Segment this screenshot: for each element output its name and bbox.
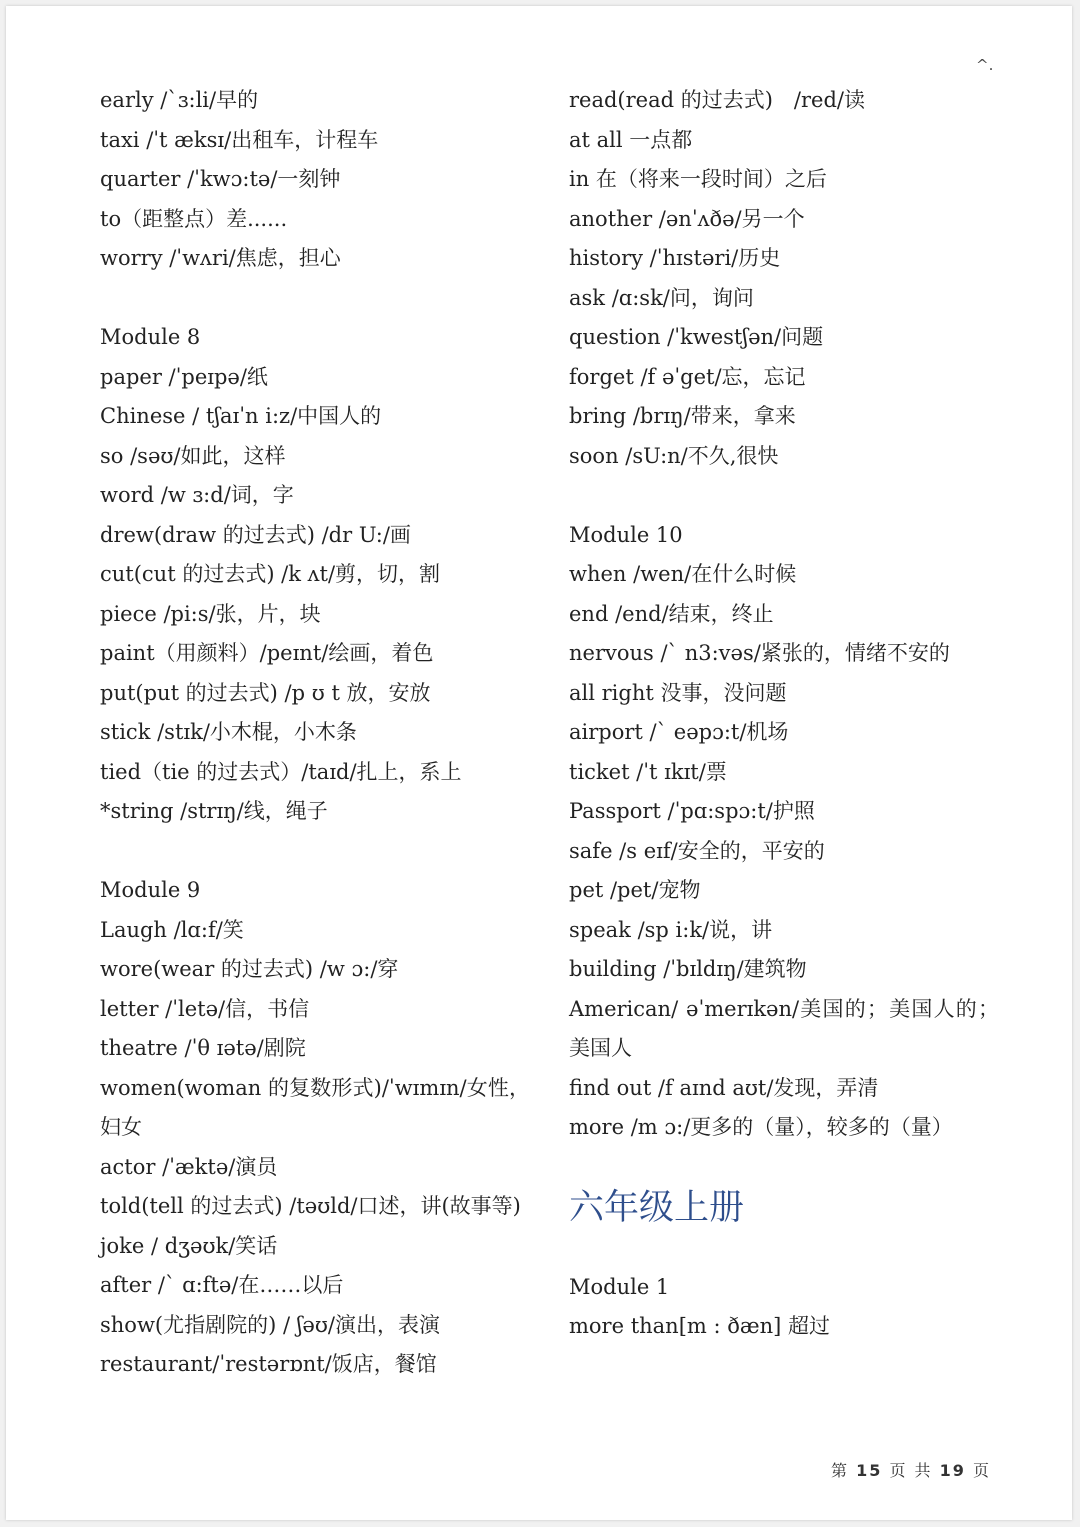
page-footer <box>831 1458 991 1481</box>
blank-line <box>100 279 530 319</box>
vocab-entry: worry /ˈwʌri/焦虑，担心 <box>100 246 341 270</box>
vocab-entry: cut(cut 的过去式) /k ʌt/剪，切，割 <box>100 562 441 586</box>
vocab-entry: tied（tie 的过去式）/taɪd/扎上，系上 <box>100 759 462 784</box>
vocab-entry: bring /brɪŋ/带来，拿来 <box>569 404 796 428</box>
vocab-entry: piece /pi:s/张，片，块 <box>100 601 321 626</box>
vocab-entry: safe /s eɪf/安全的，平安的 <box>569 838 825 863</box>
vocab-entry: another /ənˈʌðə/另一个 <box>569 206 805 231</box>
vocab-entry: so /səʊ/如此，这样 <box>100 443 286 468</box>
vocab-entry: Laugh /lɑ:f/笑 <box>100 917 244 942</box>
vocab-entry: joke / dʒəʊk/笑话 <box>100 1233 278 1258</box>
vocab-entry: paper /ˈpeɪpə/纸 <box>100 364 268 389</box>
module-title: Module 1 <box>569 1274 670 1299</box>
vocab-entry: more than[m : ðæn] 超过 <box>569 1314 831 1338</box>
vocab-entry: in 在（将来一段时间）之后 <box>569 167 827 191</box>
module-title: Module 10 <box>569 522 683 547</box>
vocab-entry: forget /f əˈget/忘，忘记 <box>569 364 806 389</box>
vocab-entry: actor /ˈæktə/演员 <box>100 1154 278 1179</box>
vocab-entry: Chinese / tʃaɪˈn i:z/中国人的 <box>100 404 382 428</box>
vocab-entry: history /ˈhɪstəri/历史 <box>569 246 781 270</box>
vocab-entry: more /m ɔ:/更多的（量），较多的（量） <box>569 1115 953 1139</box>
vocab-entry: put(put 的过去式) /p ʊ t 放，安放 <box>100 680 431 705</box>
vocab-entry: wore(wear 的过去式) /w ɔ:/穿 <box>100 957 399 981</box>
vocab-entry: find out /f aɪnd aʊt/发现，弄清 <box>569 1075 879 1100</box>
right-column <box>569 81 999 1347</box>
vocab-entry: show(尤指剧院的) / ʃəʊ/演出，表演 <box>100 1312 440 1337</box>
vocab-entry: airport /ˋ eəpɔ:t/机场 <box>569 720 789 744</box>
footer-prefix: 第 <box>831 1461 850 1480</box>
vocab-entry: women(woman 的复数形式)/ˈwɪmɪn/女性，妇女 <box>100 1075 530 1139</box>
vocab-entry: building /ˈbɪldɪŋ/建筑物 <box>569 957 807 981</box>
blank-line <box>100 832 530 872</box>
vocab-entry: ask /ɑ:sk/问，询问 <box>569 285 754 310</box>
module-title: Module 8 <box>100 325 201 349</box>
vocab-entry: speak /sp i:k/说，讲 <box>569 917 773 942</box>
vocab-entry: read(read 的过去式) /red/读 <box>569 88 865 112</box>
vocab-entry: at all 一点都 <box>569 127 693 152</box>
vocab-entry: pet /pet/宠物 <box>569 878 701 902</box>
vocab-entry: when /wen/在什么时候 <box>569 562 797 586</box>
corner-mark: ^. <box>976 56 994 74</box>
vocab-entry: word /w ɜ:d/词，字 <box>100 483 294 507</box>
vocab-entry: drew(draw 的过去式) /dr U:/画 <box>100 522 411 547</box>
page-total: 19 <box>939 1461 966 1480</box>
footer-middle: 页 共 <box>889 1461 933 1480</box>
right-column-vocab-module1 <box>569 1268 999 1347</box>
vocab-entry: quarter /ˈkwɔ:tə/一刻钟 <box>100 167 341 191</box>
right-column-vocab <box>569 81 999 1148</box>
vocab-entry: taxi /ˈt æksɪ/出租车，计程车 <box>100 127 379 152</box>
vocab-entry: *string /strɪŋ/线，绳子 <box>100 799 328 823</box>
left-column <box>100 81 530 1385</box>
blank-line <box>569 476 999 516</box>
vocab-entry: restaurant/ˈrestərɒnt/饭店，餐馆 <box>100 1352 437 1376</box>
vocab-entry: told(tell 的过去式) /təʊld/口述，讲(故事等) <box>100 1194 521 1218</box>
vocab-entry: early /ˋɜ:li/早的 <box>100 88 259 112</box>
vocab-entry: to（距整点）差...... <box>100 206 288 231</box>
vocab-entry: after /ˋ ɑ:ftə/在……以后 <box>100 1273 344 1297</box>
vocab-entry: ticket /ˈt ɪkɪt/票 <box>569 759 727 784</box>
page-number: 15 <box>856 1461 883 1480</box>
vocab-entry: theatre /ˈθ ɪətə/剧院 <box>100 1036 306 1060</box>
vocab-entry: all right 没事，没问题 <box>569 680 787 705</box>
vocab-entry: American/ əˈmerɪkən/美国的；美国人的；美国人 <box>569 996 999 1060</box>
vocab-entry: stick /stɪk/小木棍，小木条 <box>100 720 357 744</box>
vocab-entry: letter /ˈletə/信，书信 <box>100 996 310 1021</box>
vocab-entry: end /end/结束，终止 <box>569 601 774 626</box>
section-heading: 六年级上册 <box>569 1187 745 1228</box>
vocab-entry: soon /sU:n/不久,很快 <box>569 443 779 468</box>
module-title: Module 9 <box>100 878 201 902</box>
vocab-entry: paint（用颜料）/peɪnt/绘画，着色 <box>100 641 434 665</box>
vocab-entry: nervous /ˋ n3:vəs/紧张的，情绪不安的 <box>569 641 950 665</box>
vocab-entry: question /ˈkwestʃən/问题 <box>569 325 824 349</box>
vocab-entry: Passport /ˈpɑ:spɔ:t/护照 <box>569 799 815 823</box>
footer-suffix: 页 <box>973 1461 992 1480</box>
document-page <box>6 6 1072 1520</box>
